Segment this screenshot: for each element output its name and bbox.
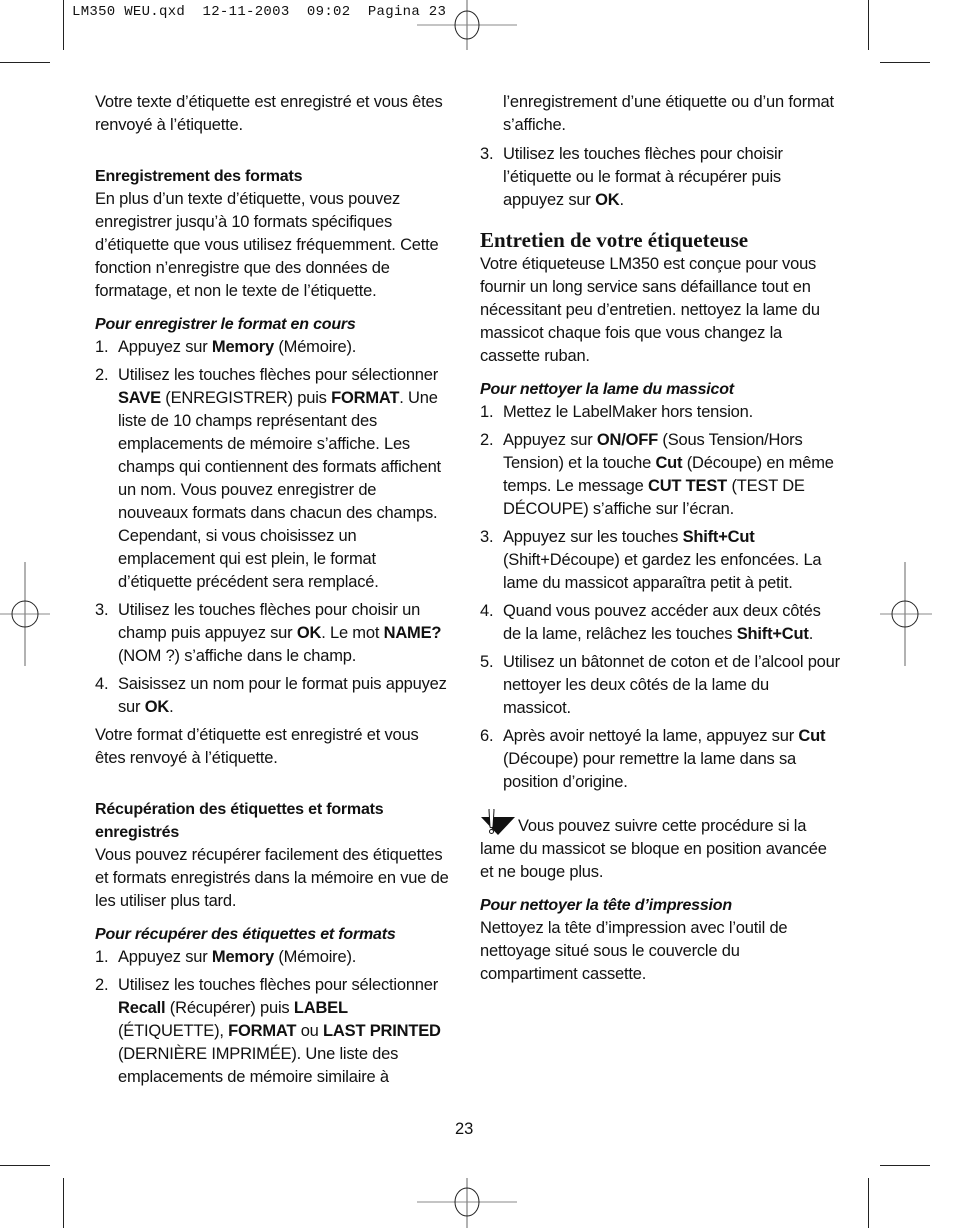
crop-mark [63,1178,64,1228]
step-item: 1. Appuyez sur Memory (Mémoire). [95,948,357,966]
warning-triangle-icon [480,809,516,835]
crop-mark [0,62,50,63]
key-label: Shift+Cut [736,625,809,643]
key-label: NAME? [383,624,442,642]
step-item: 5. Utilisez un bâtonnet de coton et de l’alcool pour nettoyer les deux côtés de la lame du massicot. [480,653,840,717]
key-label: CUT TEST [647,477,728,495]
procedure-heading-printhead: Pour nettoyer la tête d’impression [480,897,732,914]
print-slug: LM350 WEU.qxd 12-11-2003 09:02 Pagina 23 [72,4,447,20]
step-item: 1. Appuyez sur Memory (Mémoire). [95,338,357,356]
crop-mark [63,0,64,50]
procedure-steps-recall [95,946,450,1089]
step-item: 2. Appuyez sur ON/OFF (Sous Tension/Hors Tension) et la touche Cut (Découpe) en même temps. Le message CUT TEST (TEST DE DÉCOUPE) s’affiche sur l’écran. [480,431,834,518]
key-label: OK [296,624,322,642]
procedure-heading-recall: Pour récupérer des étiquettes et formats [95,926,396,943]
procedure-outro-save: Votre format d’étiquette est enregistré et vous êtes renvoyé à l’étiquette. [95,726,419,767]
key-label: ON/OFF [596,431,659,449]
crop-mark [0,1165,50,1166]
key-label: SAVE [118,389,161,407]
step-item: 6. Après avoir nettoyé la lame, appuyez sur Cut (Découpe) pour remettre la lame dans sa position d’origine. [480,727,826,791]
procedure-heading-save: Pour enregistrer le format en cours [95,316,356,333]
recall-step2-continuation: l’enregistrement d’une étiquette ou d’un format s’affiche. [503,93,834,134]
registration-mark-left-icon [0,562,52,666]
crop-mark [868,1178,869,1228]
section-body-formats: En plus d’un texte d’étiquette, vous pouvez enregistrer jusqu’à 10 formats spécifiques d’étiquette que vous utilisez fréquemment. Cette fonction n’enregistre que des données de formatage, et non le texte de l’étiquette. [95,190,439,300]
step-item: 1. Mettez le LabelMaker hors tension. [480,403,753,421]
key-label: FORMAT [228,1022,297,1040]
crop-mark [880,1165,930,1166]
step-item: 4. Saisissez un nom pour le format puis appuyez sur OK. [95,675,447,716]
right-column [480,91,840,986]
key-label: Cut [798,727,826,745]
key-label: Memory [211,338,274,356]
step-item: 3. Appuyez sur les touches Shift+Cut (Shift+Découpe) et gardez les enfoncées. La lame du massicot apparaîtra petit à petit. [480,528,822,592]
step-item: 2. Utilisez les touches flèches pour sélectionner Recall (Récupérer) puis LABEL (ÉTIQUETTE), FORMAT ou LAST PRINTED (DERNIÈRE IMPRIMÉE). Une liste des emplacements de mémoire similaire à [95,976,441,1086]
key-label: FORMAT [331,389,400,407]
note-paragraph: Vous pouvez suivre cette procédure si la lame du massicot se bloque en position avancée et ne bouge plus. [480,809,840,884]
step-item: 3. Utilisez les touches flèches pour choisir l’étiquette ou le format à récupérer puis appuyez sur OK. [480,145,783,209]
section-body-recall: Vous pouvez récupérer facilement des étiquettes et formats enregistrés dans la mémoire en vue de les utiliser plus tard. [95,846,449,910]
step-item: 4. Quand vous pouvez accéder aux deux côtés de la lame, relâchez les touches Shift+Cut. [480,602,821,643]
intro-paragraph: Votre texte d’étiquette est enregistré et vous êtes renvoyé à l’étiquette. [95,93,443,134]
registration-mark-bottom-icon [412,1178,522,1228]
section-heading-maintenance: Entretien de votre étiqueteuse [480,228,749,252]
procedure-heading-blade: Pour nettoyer la lame du massicot [480,381,734,398]
procedure-steps-save [95,336,450,719]
key-label: Memory [211,948,274,966]
procedure-steps-recall-cont [480,143,840,212]
page-number: 23 [455,1120,474,1138]
step-item: 2. Utilisez les touches flèches pour sélectionner SAVE (ENREGISTRER) puis FORMAT. Une liste de 10 champs représentant des emplacements de mémoire s’affiche. Les champs qui contiennent des formats affichent un nom. Vous pouvez enregistrer de nouveaux formats dans chacun des champs. Cependant, si vous choisissez un emplacement qui est plein, le format d’étiquette précédent sera remplacé. [95,366,441,591]
step-item: 3. Utilisez les touches flèches pour choisir un champ puis appuyez sur OK. Le mot NAME? (NOM ?) s’affiche dans le champ. [95,601,442,665]
procedure-steps-blade [480,401,840,794]
section-heading-recall: Récupération des étiquettes et formats enregistrés [95,801,384,841]
key-label: LAST PRINTED [323,1022,441,1040]
procedure-body-printhead: Nettoyez la tête d’impression avec l’outil de nettoyage situé sous le couvercle du compartiment cassette. [480,919,788,983]
crop-mark [880,62,930,63]
key-label: Cut [655,454,683,472]
key-label: Shift+Cut [682,528,755,546]
crop-mark [868,0,869,50]
registration-mark-right-icon [878,562,932,666]
section-body-maintenance: Votre étiqueteuse LM350 est conçue pour vous fournir un long service sans défaillance tout en nécessitant peu d’entretien. nettoyez la lame du massicot chaque fois que vous changez la cassette ruban. [480,255,820,365]
key-label: OK [144,698,170,716]
key-label: Recall [118,999,166,1017]
left-column [95,91,450,1094]
section-heading-formats: Enregistrement des formats [95,168,303,185]
key-label: LABEL [293,999,348,1017]
registration-mark-top-icon [412,0,522,50]
key-label: OK [595,191,620,209]
